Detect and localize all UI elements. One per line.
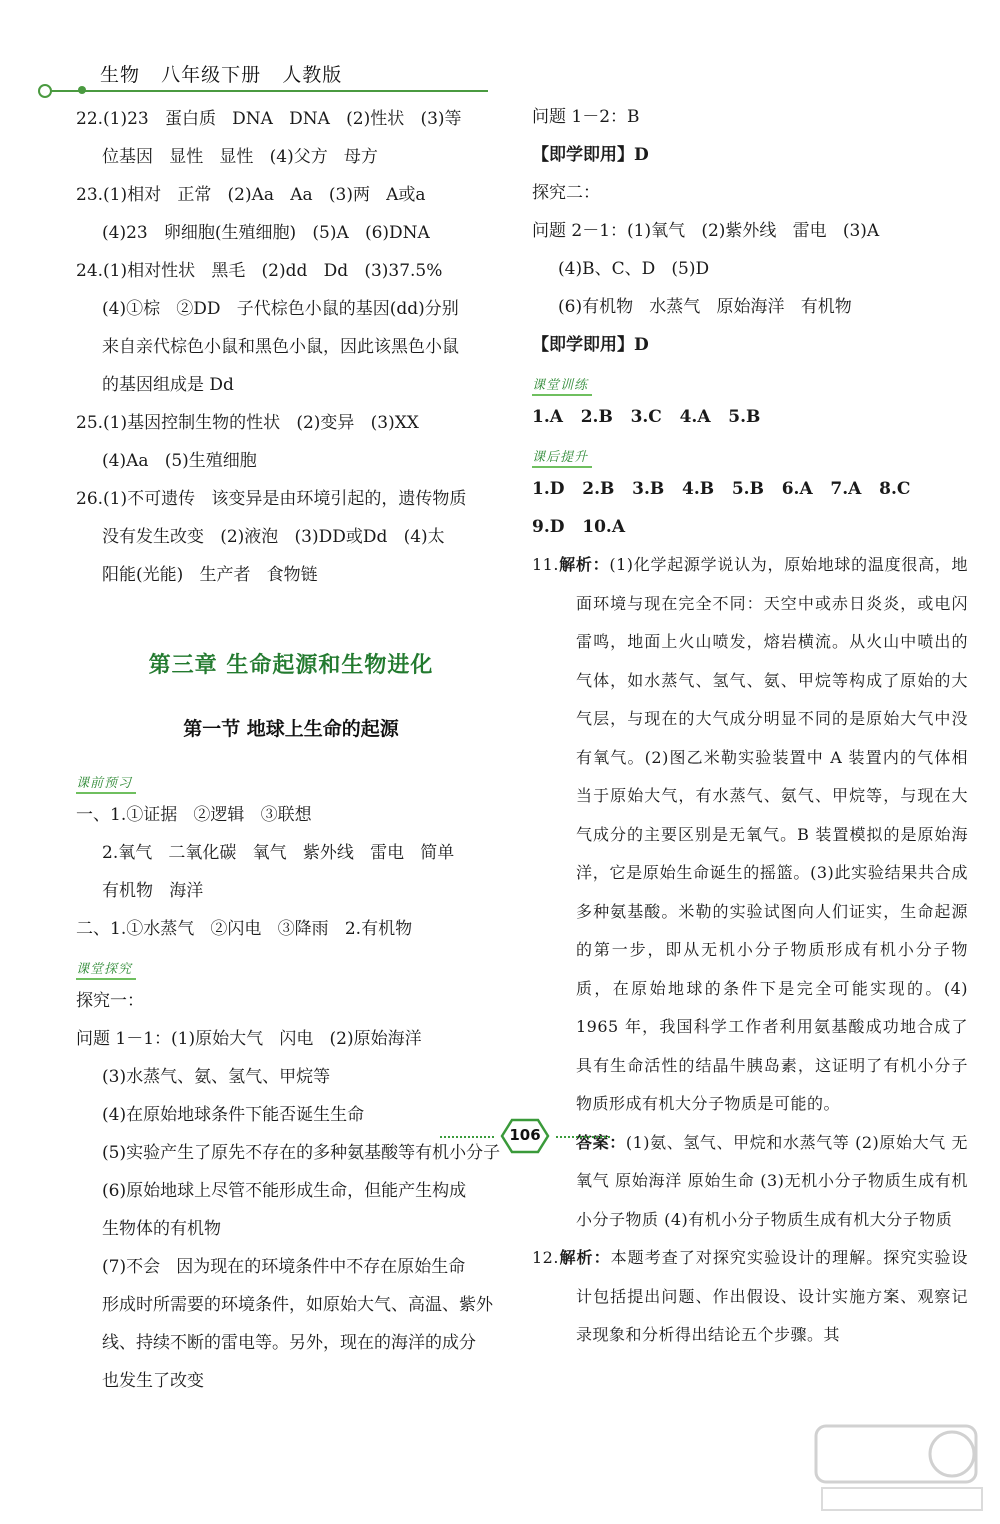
answer-line: 2.氧气 二氧化碳 氧气 紫外线 雷电 简单 — [102, 843, 455, 863]
tag-training: 课堂训练 — [532, 372, 592, 396]
answer-line: (4)在原始地球条件下能否诞生生命 — [102, 1105, 365, 1125]
explore-answers-continued — [532, 98, 968, 364]
left-column — [76, 100, 506, 1400]
answer-line: (4)①棕 ②DD 子代棕色小鼠的基因(dd)分别 — [102, 299, 459, 319]
footer-dots-right — [556, 1136, 610, 1138]
tag-training-wrap — [532, 364, 968, 398]
answer-text: (1)氨、氢气、甲烷和水蒸气等 (2)原始大气 无氧气 原始海洋 原始生命 (3)无机小分子物质生成有机小分子物质 (4)有机小分子物质生成有机大分子物质 — [576, 1132, 968, 1229]
tag-explore-wrap — [76, 948, 506, 982]
tag-improve-wrap — [532, 436, 968, 470]
answer-line: (4)B、C、D (5)D — [558, 259, 710, 279]
answer-line: 位基因 显性 显性 (4)父方 母方 — [102, 147, 378, 167]
answer-line: 【即学即用】D — [532, 145, 649, 165]
question-number: 11. — [532, 555, 559, 574]
tag-explore: 课堂探究 — [76, 956, 136, 980]
answer-line: (4)Aa (5)生殖细胞 — [102, 451, 257, 471]
preview-answers — [76, 796, 506, 948]
answer-line: 形成时所需要的环境条件，如原始大气、高温、紫外 — [102, 1295, 493, 1315]
answer-line: (4)23 卵细胞(生殖细胞) (5)A (6)DNA — [102, 223, 430, 243]
answer-line: 一、1.①证据 ②逻辑 ③联想 — [76, 805, 312, 825]
page-number-badge — [496, 1116, 554, 1156]
question-11 — [532, 546, 968, 1124]
answer-line: 9.D 10.A — [532, 517, 626, 537]
chapter-title: 第三章 生命起源和生物进化 — [148, 653, 434, 678]
page-footer — [440, 1112, 610, 1162]
answer-line: 线、持续不断的雷电等。另外，现在的海洋的成分 — [102, 1333, 476, 1353]
answer-line: 的基因组成是 Dd — [102, 375, 234, 395]
answer-line: (3)水蒸气、氨、氢气、甲烷等 — [102, 1067, 331, 1087]
answer-line: 生物体的有机物 — [102, 1219, 221, 1239]
question-number: 12. — [532, 1248, 559, 1267]
answer-line: 25.(1)基因控制生物的性状 (2)变异 (3)XX — [76, 413, 419, 433]
footer-dots-left — [440, 1136, 494, 1138]
answer-line: 26.(1)不可遗传 该变异是由环境引起的，遗传物质 — [76, 489, 467, 509]
answer-line: 有机物 海洋 — [102, 881, 204, 901]
answer-line: 24.(1)相对性状 黑毛 (2)dd Dd (3)37.5% — [76, 261, 443, 281]
answer-line: 来自亲代棕色小鼠和黑色小鼠，因此该黑色小鼠 — [102, 337, 459, 357]
answer-line: (7)不会 因为现在的环境条件中不存在原始生命 — [102, 1257, 466, 1277]
header-rule — [48, 90, 488, 92]
spacer — [76, 594, 506, 636]
answer-line: (6)有机物 水蒸气 原始海洋 有机物 — [558, 297, 852, 317]
answer-line: (5)实验产生了原先不存在的多种氨基酸等有机小分子 — [102, 1143, 501, 1163]
training-answers — [532, 398, 968, 436]
right-column — [532, 98, 968, 1355]
answer-line: 问题 2－1：(1)氧气 (2)紫外线 雷电 (3)A — [532, 221, 880, 241]
analysis-label: 解析： — [558, 555, 610, 574]
tag-preview-wrap — [76, 762, 506, 796]
analysis-text: (1)化学起源学说认为，原始地球的温度很高，地面环境与现在完全不同：天空中或赤日炎炎，或电闪雷鸣，地面上火山喷发，熔岩横流。从火山中喷出的气体，如水蒸气、氢气、氨、甲烷等构成了原始的大气层，与现在的大气成分明显不同的是原始大气中没有氧气。(2)图乙米勒实验装置中 A 装置内的气体相当于原始大气，有水蒸气、氨气、甲烷等，与现在大气成分的主要区别是无氧气。B 装置模拟的是原始海洋，它是原始生命诞生的摇篮。(3)此实验结果共合成多种氨基酸。米勒的实验试图向人们证实，生命起源的第一步，即从无机小分子物质形成有机小分子物质，在原始地球的条件下是完全可能实现的。(4) 1965 年，我国科学工作者利用氨基酸成功地合成了具有生命活性的结晶牛胰岛素，这证明了有机小分子物质形成有机大分子物质是可能的。 — [576, 555, 968, 1113]
page-number: 106 — [509, 1126, 541, 1144]
answer-line: 【即学即用】D — [532, 335, 649, 355]
answer-line: 探究二： — [532, 183, 600, 203]
answer-line: 阳能(光能) 生产者 食物链 — [102, 565, 318, 585]
answer-line: 没有发生改变 (2)液泡 (3)DD或Dd (4)太 — [102, 527, 445, 547]
page-header — [38, 56, 508, 106]
header-dot-ornament — [78, 86, 86, 94]
watermark-icon — [812, 1420, 988, 1516]
answer-line: 问题 1－2：B — [532, 107, 640, 127]
tag-improve: 课后提升 — [532, 444, 592, 468]
answer-line: 问题 1－1：(1)原始大气 闪电 (2)原始海洋 — [76, 1029, 422, 1049]
answer-line: 探究一： — [76, 991, 144, 1011]
section-title: 第一节 地球上生命的起源 — [183, 718, 399, 740]
answer-line: 1.A 2.B 3.C 4.A 5.B — [532, 407, 761, 427]
tag-preview: 课前预习 — [76, 770, 136, 794]
improve-answers — [532, 470, 968, 546]
answer-line: 23.(1)相对 正常 (2)Aa Aa (3)两 A或a — [76, 185, 426, 205]
analysis-label: 解析： — [558, 1248, 611, 1267]
question-12 — [532, 1239, 968, 1355]
answer-line: 二、1.①水蒸气 ②闪电 ③降雨 2.有机物 — [76, 919, 413, 939]
analysis-text: 本题考查了对探究实验设计的理解。探究实验设计包括提出问题、作出假设、设计实施方案、观察记录现象和分析得出结论五个步骤。其 — [576, 1248, 968, 1344]
watermark-logo — [812, 1420, 988, 1516]
answer-label: 答案： — [576, 1132, 626, 1152]
book-title: 生物 八年级下册 人教版 — [100, 64, 343, 86]
answer-line: (6)原始地球上尽管不能形成生命，但能产生构成 — [102, 1181, 467, 1201]
answer-line: 也发生了改变 — [102, 1371, 204, 1391]
answers-22-26 — [76, 100, 506, 594]
explore-answers — [76, 982, 506, 1400]
answer-line: 1.D 2.B 3.B 4.B 5.B 6.A 7.A 8.C — [532, 479, 911, 499]
header-circle-ornament — [38, 84, 52, 98]
answer-line: 22.(1)23 蛋白质 DNA DNA (2)性状 (3)等 — [76, 109, 462, 129]
